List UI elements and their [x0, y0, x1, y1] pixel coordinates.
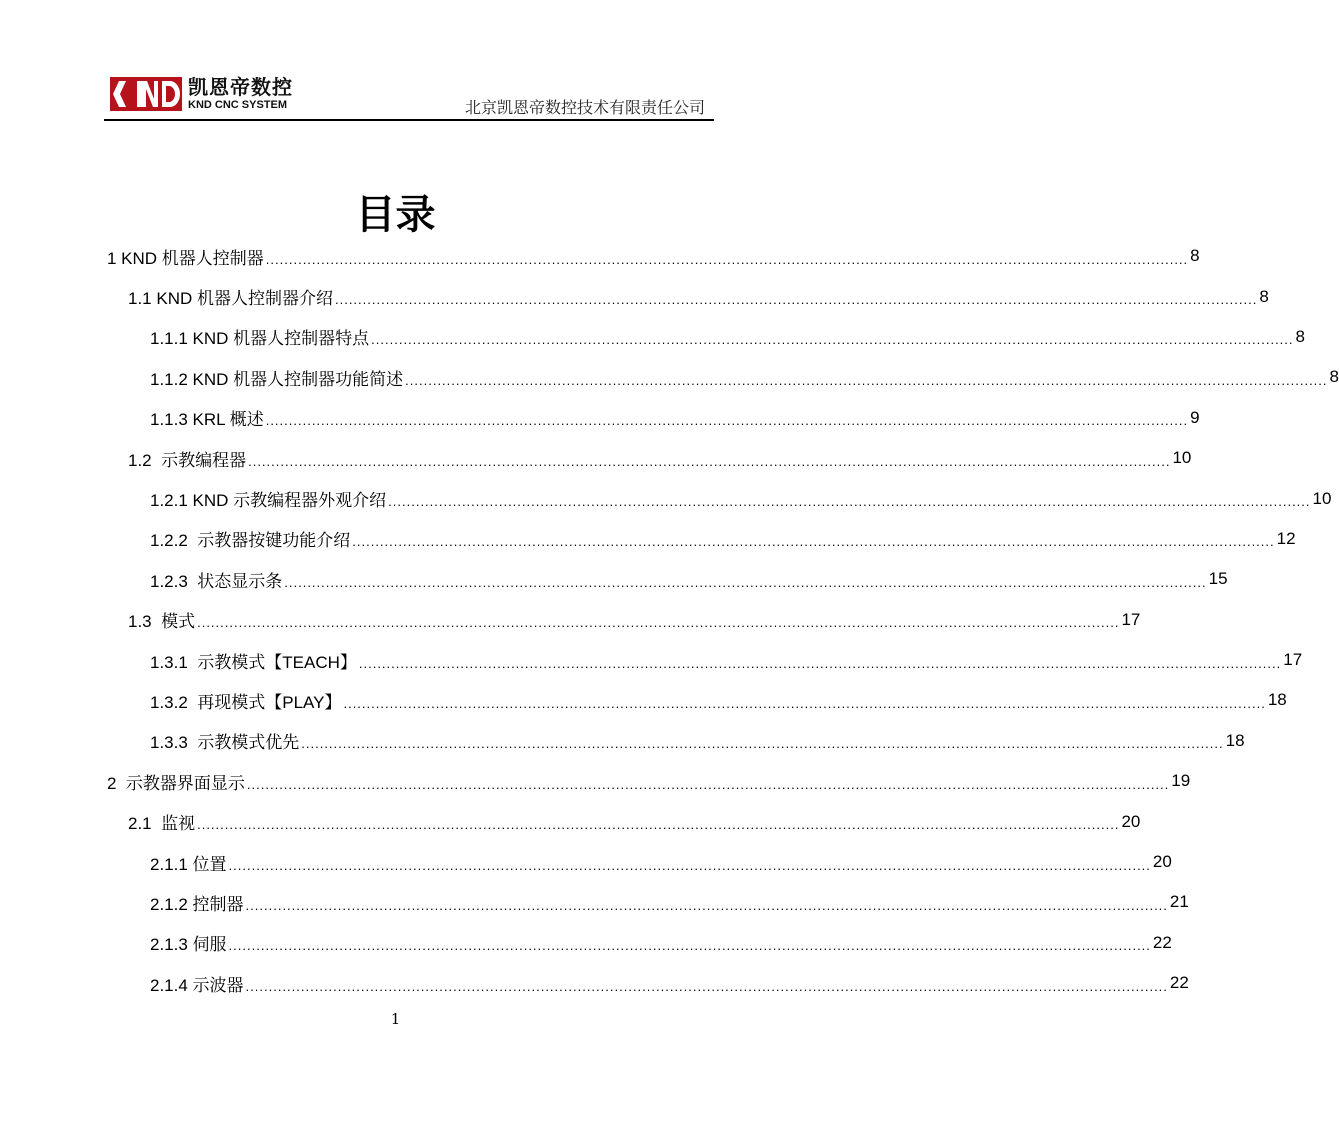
- toc-entry-label: 1.1.3 KRL 概述: [150, 405, 266, 430]
- toc-entry-page: 12: [1276, 528, 1296, 548]
- toc-entry[interactable]: [0, 801, 1141, 841]
- toc-entry-page: 8: [1329, 367, 1339, 387]
- toc-entry-label: 1 KND 机器人控制器: [107, 244, 266, 269]
- toc-leader-dots: ........................................................................................................................................................................................................: [352, 534, 1275, 550]
- toc-entry-page: 18: [1267, 690, 1287, 710]
- toc-entry-label: 1.1.2 KND 机器人控制器功能简述: [150, 365, 405, 390]
- toc-leader-dots: ........................................................................................................................................................................................................: [245, 897, 1168, 913]
- toc-leader-dots: ........................................................................................................................................................................................................: [301, 736, 1224, 752]
- toc-leader-dots: ........................................................................................................................................................................................................: [358, 655, 1282, 671]
- toc-entry[interactable]: [0, 438, 1192, 478]
- table-of-contents: [0, 236, 1339, 1003]
- toc-entry[interactable]: [0, 923, 1172, 963]
- toc-entry-label: 1.2 示教编程器: [128, 446, 248, 471]
- toc-entry-label: 1.3 模式: [128, 607, 197, 632]
- toc-entry-page: 10: [1312, 488, 1332, 508]
- toc-entry-page: 8: [1259, 286, 1269, 306]
- toc-entry[interactable]: [0, 398, 1200, 438]
- page-title: 目录: [355, 191, 436, 238]
- toc-entry-label: 2 示教器界面显示: [107, 769, 247, 794]
- toc-entry-page: 10: [1172, 448, 1192, 468]
- toc-entry-label: 2.1 监视: [128, 809, 197, 834]
- toc-entry[interactable]: [0, 761, 1191, 801]
- toc-entry[interactable]: [0, 357, 1339, 397]
- toc-entry-page: 20: [1152, 852, 1172, 872]
- company-name: 北京凯恩帝数控技术有限责任公司: [464, 98, 705, 117]
- knd-logo-mark: [110, 77, 182, 111]
- toc-entry[interactable]: [0, 680, 1287, 720]
- toc-leader-dots: ........................................................................................................................................................................................................: [343, 695, 1266, 711]
- toc-entry-page: 20: [1121, 811, 1141, 831]
- toc-entry-label: 2.1.2 控制器: [150, 890, 246, 915]
- toc-leader-dots: ........................................................................................................................................................................................................: [197, 817, 1120, 833]
- toc-entry-page: 19: [1171, 771, 1191, 791]
- toc-leader-dots: ........................................................................................................................................................................................................: [228, 857, 1151, 873]
- toc-leader-dots: ........................................................................................................................................................................................................: [197, 615, 1120, 631]
- toc-entry-page: 21: [1169, 892, 1189, 912]
- toc-entry-label: 1.1 KND 机器人控制器介绍: [128, 284, 335, 309]
- toc-entry-label: 1.3.2 再现模式【PLAY】: [150, 688, 343, 713]
- toc-entry-label: 2.1.4 示波器: [150, 971, 246, 996]
- company-logo: [110, 77, 293, 111]
- toc-entry[interactable]: [0, 276, 1269, 316]
- toc-entry[interactable]: [0, 963, 1189, 1003]
- toc-entry-label: 1.3.3 示教模式优先: [150, 728, 301, 753]
- toc-entry[interactable]: [0, 640, 1303, 680]
- toc-leader-dots: ........................................................................................................................................................................................................: [405, 372, 1328, 388]
- toc-entry-label: 2.1.1 位置: [150, 850, 229, 875]
- toc-entry-page: 18: [1225, 730, 1245, 750]
- toc-leader-dots: ........................................................................................................................................................................................................: [265, 413, 1189, 429]
- toc-entry[interactable]: [0, 882, 1189, 922]
- toc-entry[interactable]: [0, 478, 1332, 518]
- toc-entry-label: 1.2.1 KND 示教编程器外观介绍: [150, 486, 388, 511]
- toc-entry[interactable]: [0, 600, 1141, 640]
- toc-entry-label: 1.1.1 KND 机器人控制器特点: [150, 324, 371, 349]
- toc-leader-dots: ........................................................................................................................................................................................................: [371, 332, 1294, 348]
- toc-entry-page: 15: [1208, 569, 1228, 589]
- toc-entry[interactable]: [0, 559, 1228, 599]
- toc-entry-label: 1.3.1 示教模式【TEACH】: [150, 648, 359, 673]
- toc-leader-dots: ........................................................................................................................................................................................................: [228, 938, 1151, 954]
- page-number: 1: [390, 1010, 401, 1028]
- toc-entry-page: 22: [1152, 932, 1172, 952]
- toc-entry-page: 8: [1190, 246, 1200, 266]
- toc-leader-dots: ........................................................................................................................................................................................................: [248, 453, 1171, 469]
- toc-entry-page: 17: [1121, 609, 1141, 629]
- logo-chinese-name: 凯恩帝数控: [188, 76, 293, 99]
- toc-entry-page: 8: [1295, 326, 1305, 346]
- toc-entry-label: 1.2.2 示教器按键功能介绍: [150, 526, 352, 551]
- toc-entry-label: 2.1.3 伺服: [150, 930, 229, 955]
- toc-leader-dots: ........................................................................................................................................................................................................: [388, 494, 1311, 510]
- toc-entry-page: 22: [1169, 973, 1189, 993]
- toc-entry-page: 17: [1283, 650, 1303, 670]
- toc-leader-dots: ........................................................................................................................................................................................................: [334, 292, 1258, 308]
- toc-entry[interactable]: [0, 519, 1296, 559]
- toc-leader-dots: ........................................................................................................................................................................................................: [246, 776, 1170, 792]
- logo-english-name: KND CNC SYSTEM: [188, 98, 288, 111]
- toc-entry-page: 9: [1190, 407, 1200, 427]
- toc-leader-dots: ........................................................................................................................................................................................................: [265, 251, 1189, 267]
- toc-entry[interactable]: [0, 317, 1305, 357]
- toc-entry-label: 1.2.3 状态显示条: [150, 567, 284, 592]
- toc-leader-dots: ........................................................................................................................................................................................................: [245, 978, 1168, 994]
- toc-entry[interactable]: [0, 721, 1245, 761]
- toc-entry[interactable]: [0, 236, 1200, 276]
- header-rule: [104, 119, 714, 121]
- toc-entry[interactable]: [0, 842, 1172, 882]
- toc-leader-dots: ........................................................................................................................................................................................................: [284, 574, 1207, 590]
